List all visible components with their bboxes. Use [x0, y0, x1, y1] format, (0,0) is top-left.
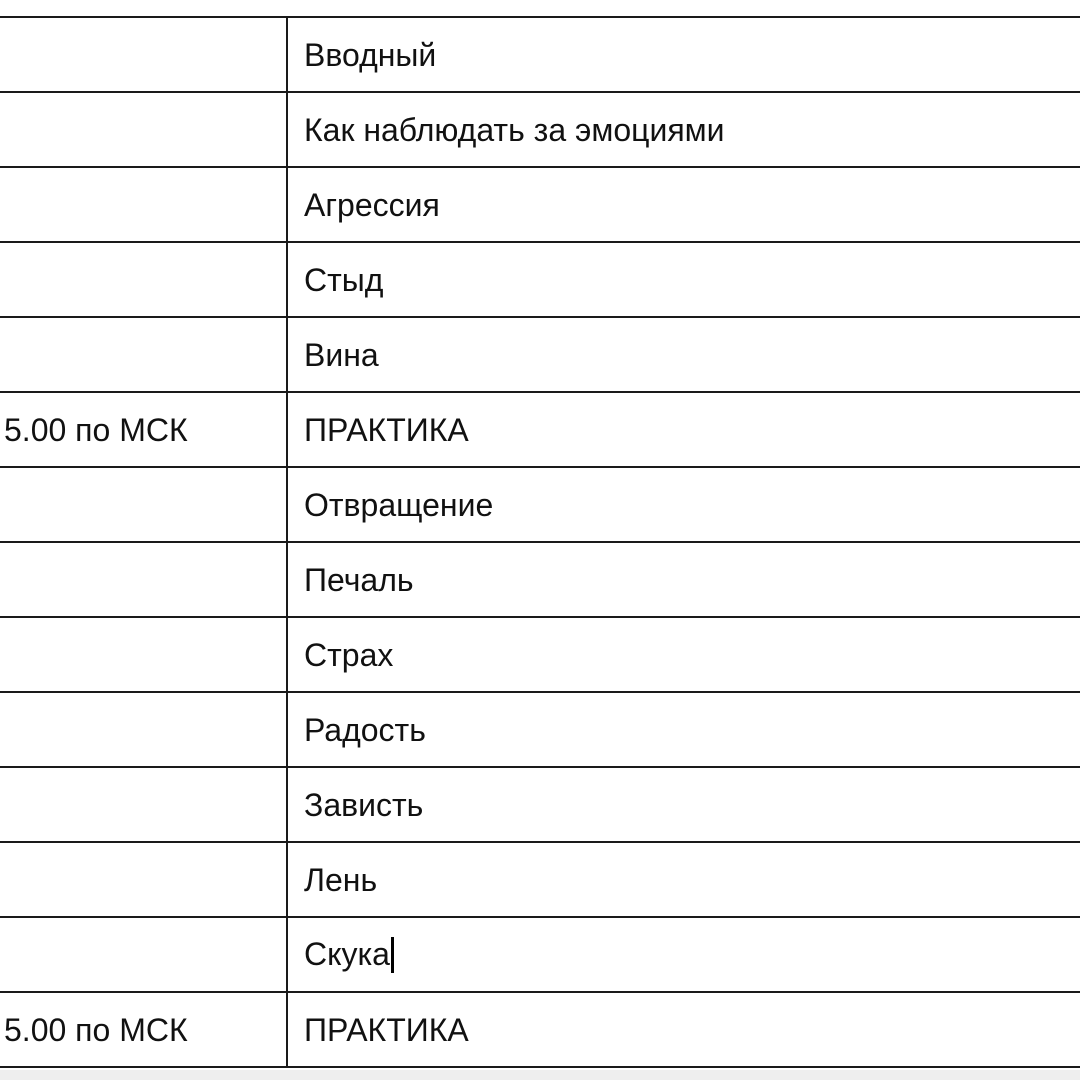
table-row — [0, 692, 1080, 767]
time-cell[interactable] — [0, 467, 287, 542]
time-cell[interactable]: 5.00 по МСК — [0, 992, 287, 1067]
topic-cell[interactable]: Стыд — [287, 242, 1080, 317]
table-row — [0, 617, 1080, 692]
text-caret — [391, 937, 394, 973]
topic-cell[interactable]: Вина — [287, 317, 1080, 392]
time-cell[interactable] — [0, 617, 287, 692]
topic-cell[interactable]: Радость — [287, 692, 1080, 767]
time-cell[interactable]: 5.00 по МСК — [0, 392, 287, 467]
table-row — [0, 992, 1080, 1067]
time-cell[interactable] — [0, 767, 287, 842]
time-cell[interactable] — [0, 92, 287, 167]
time-cell[interactable] — [0, 167, 287, 242]
time-cell[interactable] — [0, 917, 287, 992]
table-row — [0, 392, 1080, 467]
table-row — [0, 467, 1080, 542]
topic-cell[interactable]: ПРАКТИКА — [287, 992, 1080, 1067]
time-cell[interactable] — [0, 692, 287, 767]
topic-cell-active[interactable] — [287, 917, 1080, 992]
topic-cell[interactable]: Лень — [287, 842, 1080, 917]
table-row — [0, 767, 1080, 842]
table-row — [0, 542, 1080, 617]
topic-cell[interactable]: Зависть — [287, 767, 1080, 842]
topic-text: Скука — [304, 935, 390, 972]
time-cell[interactable] — [0, 542, 287, 617]
time-cell[interactable] — [0, 17, 287, 92]
topic-cell[interactable]: ПРАКТИКА — [287, 392, 1080, 467]
table-row — [0, 317, 1080, 392]
table-row — [0, 842, 1080, 917]
bottom-bar — [0, 1070, 1080, 1080]
schedule-table — [0, 16, 1080, 1068]
table-row — [0, 17, 1080, 92]
topic-cell[interactable]: Агрессия — [287, 167, 1080, 242]
topic-cell[interactable]: Страх — [287, 617, 1080, 692]
time-cell[interactable] — [0, 842, 287, 917]
time-cell[interactable] — [0, 242, 287, 317]
table-row — [0, 242, 1080, 317]
time-cell[interactable] — [0, 317, 287, 392]
table-row — [0, 92, 1080, 167]
topic-cell[interactable]: Отвращение — [287, 467, 1080, 542]
table-row — [0, 167, 1080, 242]
topic-cell[interactable]: Вводный — [287, 17, 1080, 92]
table-row — [0, 917, 1080, 992]
topic-cell[interactable]: Печаль — [287, 542, 1080, 617]
topic-cell[interactable]: Как наблюдать за эмоциями — [287, 92, 1080, 167]
